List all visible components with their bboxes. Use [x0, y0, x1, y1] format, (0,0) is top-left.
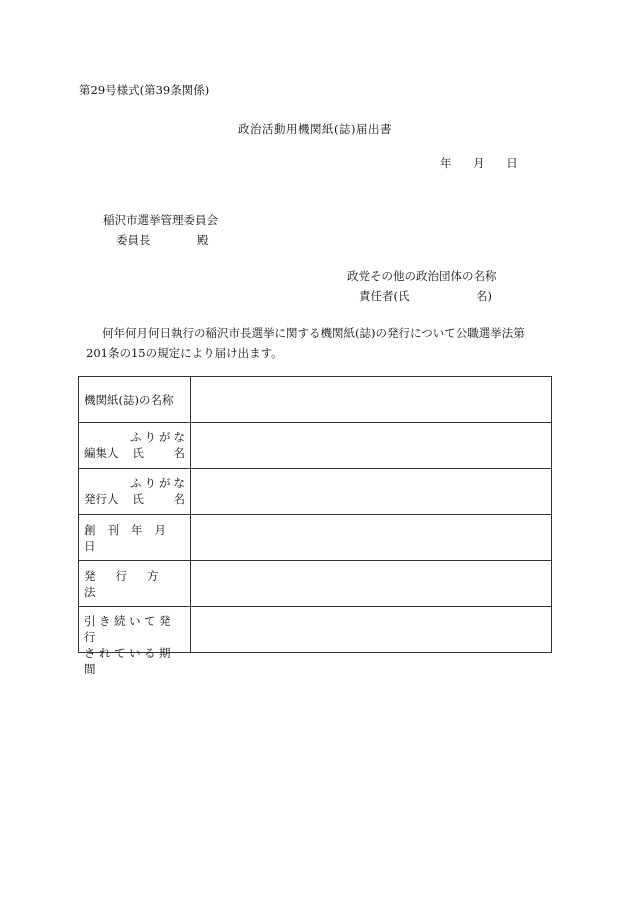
label-text: 創刊年月日 [84, 522, 178, 553]
publication-name-field[interactable] [191, 377, 552, 423]
document-title: 政治活動用機関紙(誌)届出書 [238, 122, 392, 136]
body-line-2: 201条の15の規定により届け出ます。 [86, 346, 283, 360]
table-row [79, 377, 552, 423]
publisher-label: 発行人 [84, 492, 119, 506]
label-line-2: されている期間 [84, 646, 174, 676]
furigana-label: ふりがな [130, 430, 188, 444]
row-label-first-issue-date [79, 515, 191, 561]
row-label-publication-method [79, 561, 191, 607]
table-row [79, 515, 552, 561]
body-line-1: 何年何月何日執行の稲沢市長選挙に関する機関紙(誌)の発行について公職選挙法第 [102, 326, 525, 340]
representative-label: 責任者(氏 [359, 289, 410, 303]
label-text: 機関紙(誌)の名称 [84, 392, 174, 407]
first-issue-date-field[interactable] [191, 515, 552, 561]
name-label: 氏 名 [132, 446, 185, 460]
representative-label-close: 名) [476, 289, 492, 303]
date-line: 年 月 日 [440, 156, 518, 170]
row-label-continuous-period [79, 607, 191, 676]
name-label: 氏 名 [132, 492, 185, 506]
continuous-period-field[interactable] [191, 607, 552, 653]
publication-method-field[interactable] [191, 561, 552, 607]
form-number: 第29号様式(第39条関係) [79, 83, 210, 97]
addressee-chair: 委員長 [116, 233, 151, 247]
publisher-name-field[interactable] [191, 469, 552, 515]
body-paragraph [86, 323, 556, 363]
addressee-honorific: 殿 [197, 233, 209, 247]
row-label-editor [79, 423, 191, 469]
label-text: 発行方法 [84, 568, 179, 599]
organization-name-label: 政党その他の政治団体の名称 [347, 269, 497, 283]
furigana-label: ふりがな [130, 476, 188, 490]
table-row [79, 423, 552, 469]
table-row [79, 469, 552, 515]
editor-name-field[interactable] [191, 423, 552, 469]
table-row [79, 607, 552, 653]
row-label-publication-name [79, 377, 191, 423]
filing-form-table [78, 376, 552, 676]
editor-label: 編集人 [84, 446, 119, 460]
table-row [79, 561, 552, 607]
addressee-committee: 稲沢市選挙管理委員会 [103, 213, 218, 227]
row-label-publisher [79, 469, 191, 515]
label-line-1: 引き続いて発行 [84, 614, 174, 644]
